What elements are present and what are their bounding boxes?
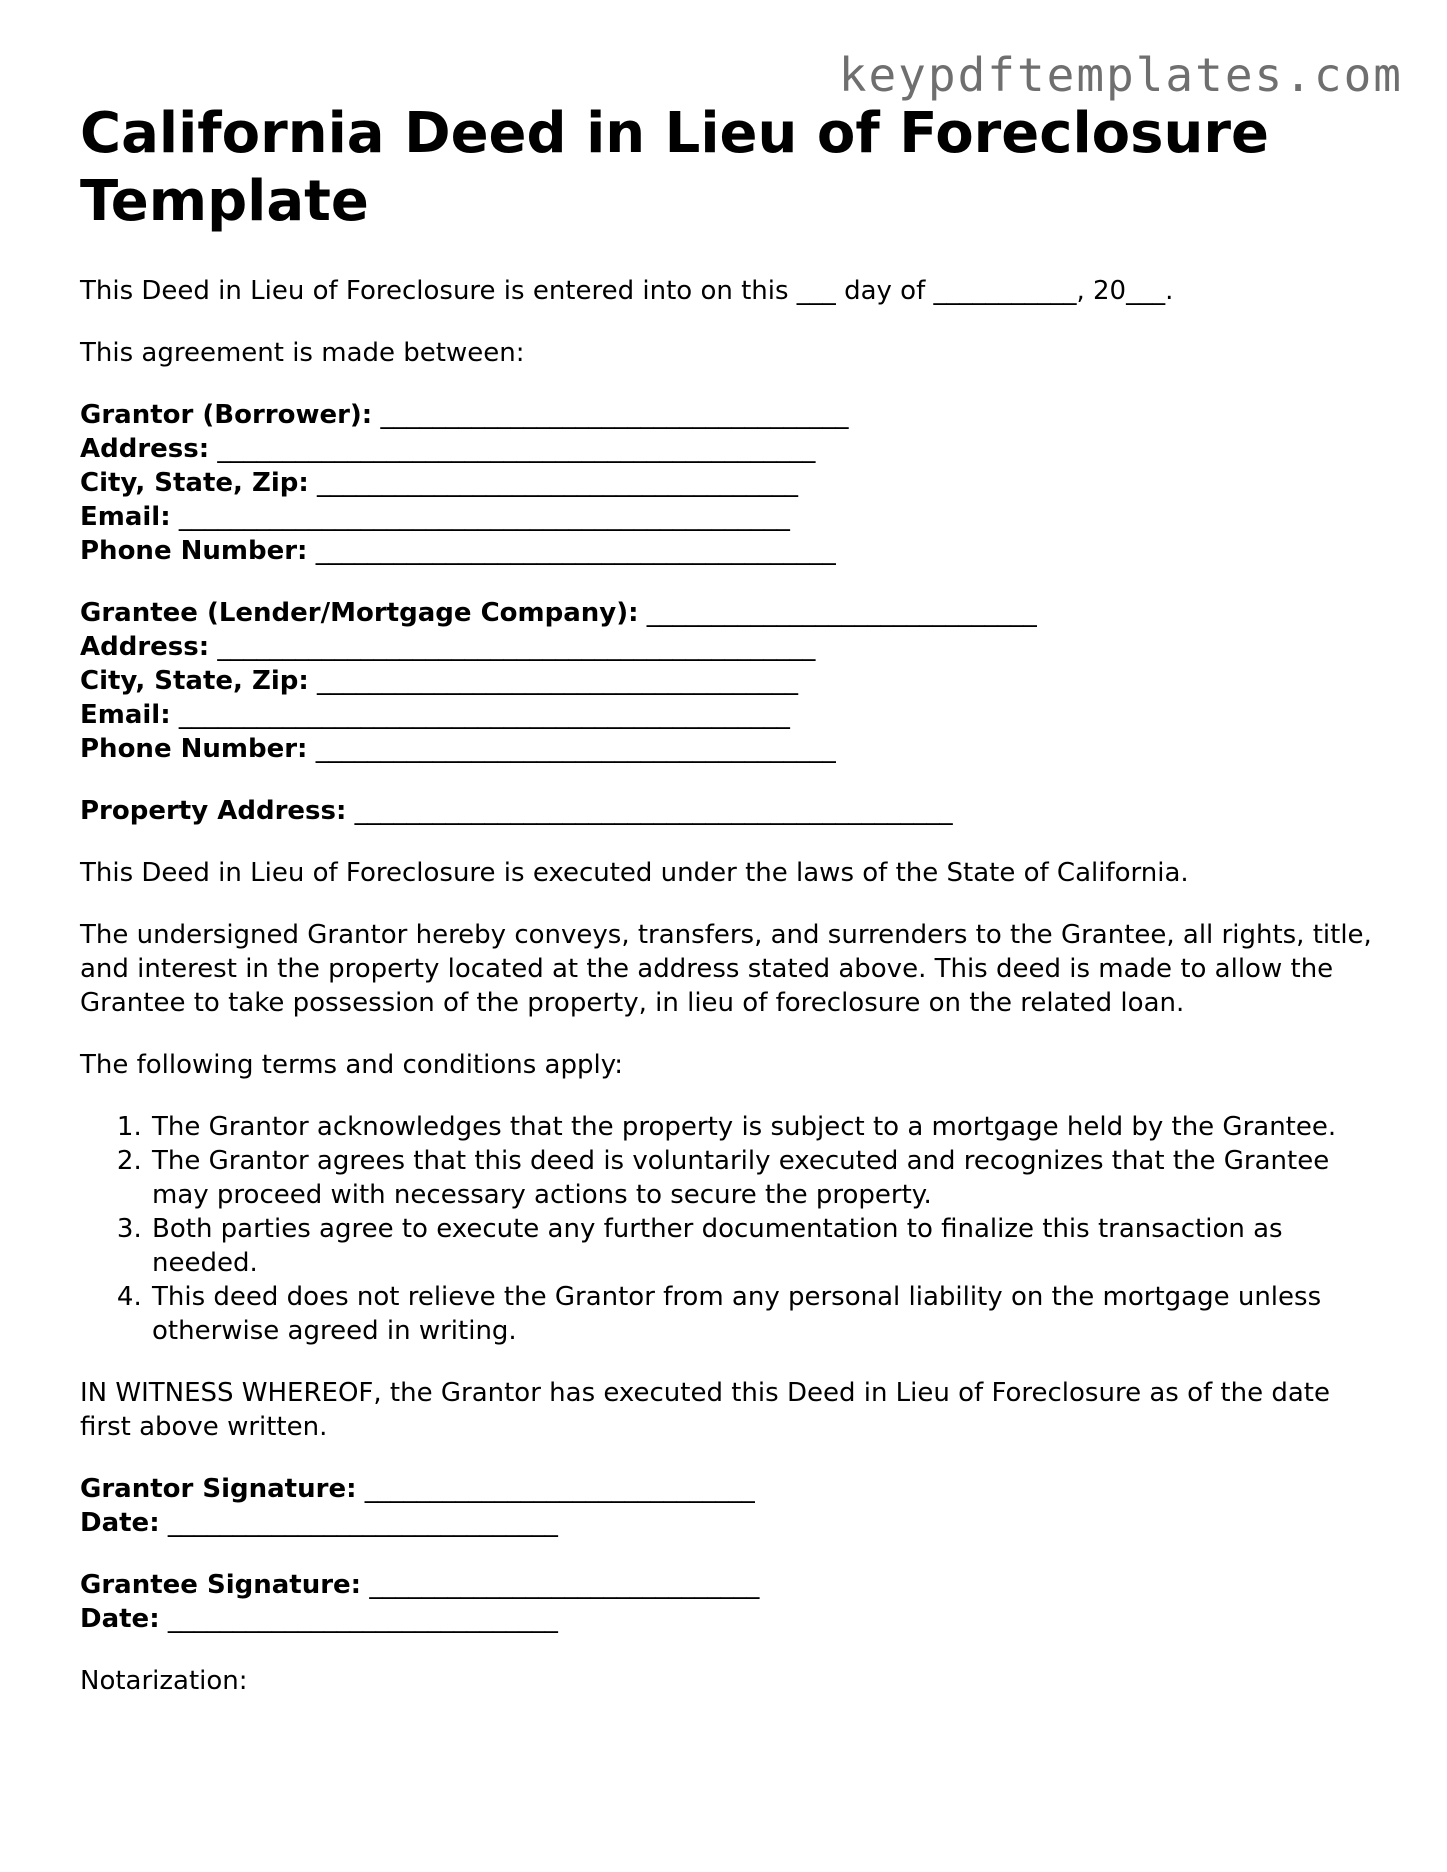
blank-line[interactable]: ______________________________________________ [209, 632, 816, 662]
blank-line[interactable]: ______________________________ [159, 1604, 558, 1634]
property-section [80, 794, 1380, 828]
list-item: 2. The Grantor agrees that this deed is voluntarily executed and recognizes that the Grantee may proceed with necessary actions to secure the property. [150, 1144, 1380, 1212]
field-label: Grantee (Lender/Mortgage Company): [80, 598, 639, 628]
field-label: City, State, Zip: [80, 666, 309, 696]
field-label: Grantor Signature: [80, 1474, 357, 1504]
grantor-email-field[interactable] [80, 500, 1380, 534]
page-title: California Deed in Lieu of Foreclosure Template [80, 101, 1269, 234]
blank-line[interactable]: ____________________________________ [372, 400, 849, 430]
blank-line[interactable]: ______________________________________________ [209, 434, 816, 464]
grantee-date-field[interactable] [80, 1602, 1380, 1636]
grantee-email-field[interactable] [80, 698, 1380, 732]
blank-line[interactable]: _______________________________________________ [170, 502, 790, 532]
notarization-label: Notarization: [80, 1666, 248, 1696]
blank-line[interactable]: ______________________________ [159, 1508, 558, 1538]
field-label: Property Address: [80, 796, 347, 826]
blank-line[interactable]: ________________________________________ [307, 536, 836, 566]
document-page [80, 100, 1380, 1698]
grantee-section [80, 596, 1380, 766]
terms-list [80, 1110, 1380, 1348]
field-label: Grantor (Borrower): [80, 400, 373, 430]
field-label: Address: [80, 434, 210, 464]
field-label: Phone Number: [80, 536, 308, 566]
field-label: Date: [80, 1604, 160, 1634]
blank-line[interactable]: ______________________________________________ [346, 796, 953, 826]
field-label: City, State, Zip: [80, 468, 309, 498]
grantee-address-field[interactable] [80, 630, 1380, 664]
blank-line[interactable]: _____________________________________ [308, 468, 799, 498]
property-address-field[interactable] [80, 794, 1380, 828]
blank-line[interactable]: _______________________________________________ [170, 700, 790, 730]
field-label: Email: [80, 502, 171, 532]
blank-line[interactable]: ______________________________ [361, 1570, 760, 1600]
list-item: 4. This deed does not relieve the Grantor from any personal liability on the mortgage unless otherwise agreed in writing. [150, 1280, 1380, 1348]
blank-line[interactable]: _____________________________________ [308, 666, 799, 696]
grantee-name-field[interactable] [80, 596, 1380, 630]
grantor-signature-field[interactable] [80, 1472, 1380, 1506]
field-label: Date: [80, 1508, 160, 1538]
witness-paragraph: IN WITNESS WHEREOF, the Grantor has executed this Deed in Lieu of Foreclosure as of the date first above written. [80, 1378, 1330, 1442]
grantor-section [80, 398, 1380, 568]
agreement-between: This agreement is made between: [80, 338, 525, 368]
blank-line[interactable]: ______________________________ [356, 1474, 755, 1504]
grantor-date-field[interactable] [80, 1506, 1380, 1540]
grantee-signature-section [80, 1568, 1380, 1636]
blank-line[interactable]: ________________________________________ [307, 734, 836, 764]
grantor-city-field[interactable] [80, 466, 1380, 500]
list-item: 1. The Grantor acknowledges that the property is subject to a mortgage held by the Grantee. [150, 1110, 1380, 1144]
grantor-phone-field[interactable] [80, 534, 1380, 568]
field-label: Address: [80, 632, 210, 662]
intro-paragraph: This Deed in Lieu of Foreclosure is entered into on this ___ day of ___________, 20___. [80, 276, 1174, 306]
list-item: 3. Both parties agree to execute any further documentation to finalize this transaction as needed. [150, 1212, 1380, 1280]
grantee-signature-field[interactable] [80, 1568, 1380, 1602]
conveyance-paragraph: The undersigned Grantor hereby conveys, transfers, and surrenders to the Grantee, all rights, title, and interest in the property located at the address stated above. This deed is made to allow the Grantee to take possession of the property, in lieu of foreclosure on the related loan. [80, 920, 1372, 1018]
grantor-name-field[interactable] [80, 398, 1380, 432]
grantee-phone-field[interactable] [80, 732, 1380, 766]
field-label: Phone Number: [80, 734, 308, 764]
laws-statement: This Deed in Lieu of Foreclosure is executed under the laws of the State of California. [80, 858, 1189, 888]
field-label: Grantee Signature: [80, 1570, 362, 1600]
terms-intro: The following terms and conditions apply: [80, 1050, 623, 1080]
grantee-city-field[interactable] [80, 664, 1380, 698]
watermark: keypdftemplates.com [838, 48, 1403, 102]
grantor-address-field[interactable] [80, 432, 1380, 466]
blank-line[interactable]: ______________________________ [638, 598, 1037, 628]
field-label: Email: [80, 700, 171, 730]
grantor-signature-section [80, 1472, 1380, 1540]
